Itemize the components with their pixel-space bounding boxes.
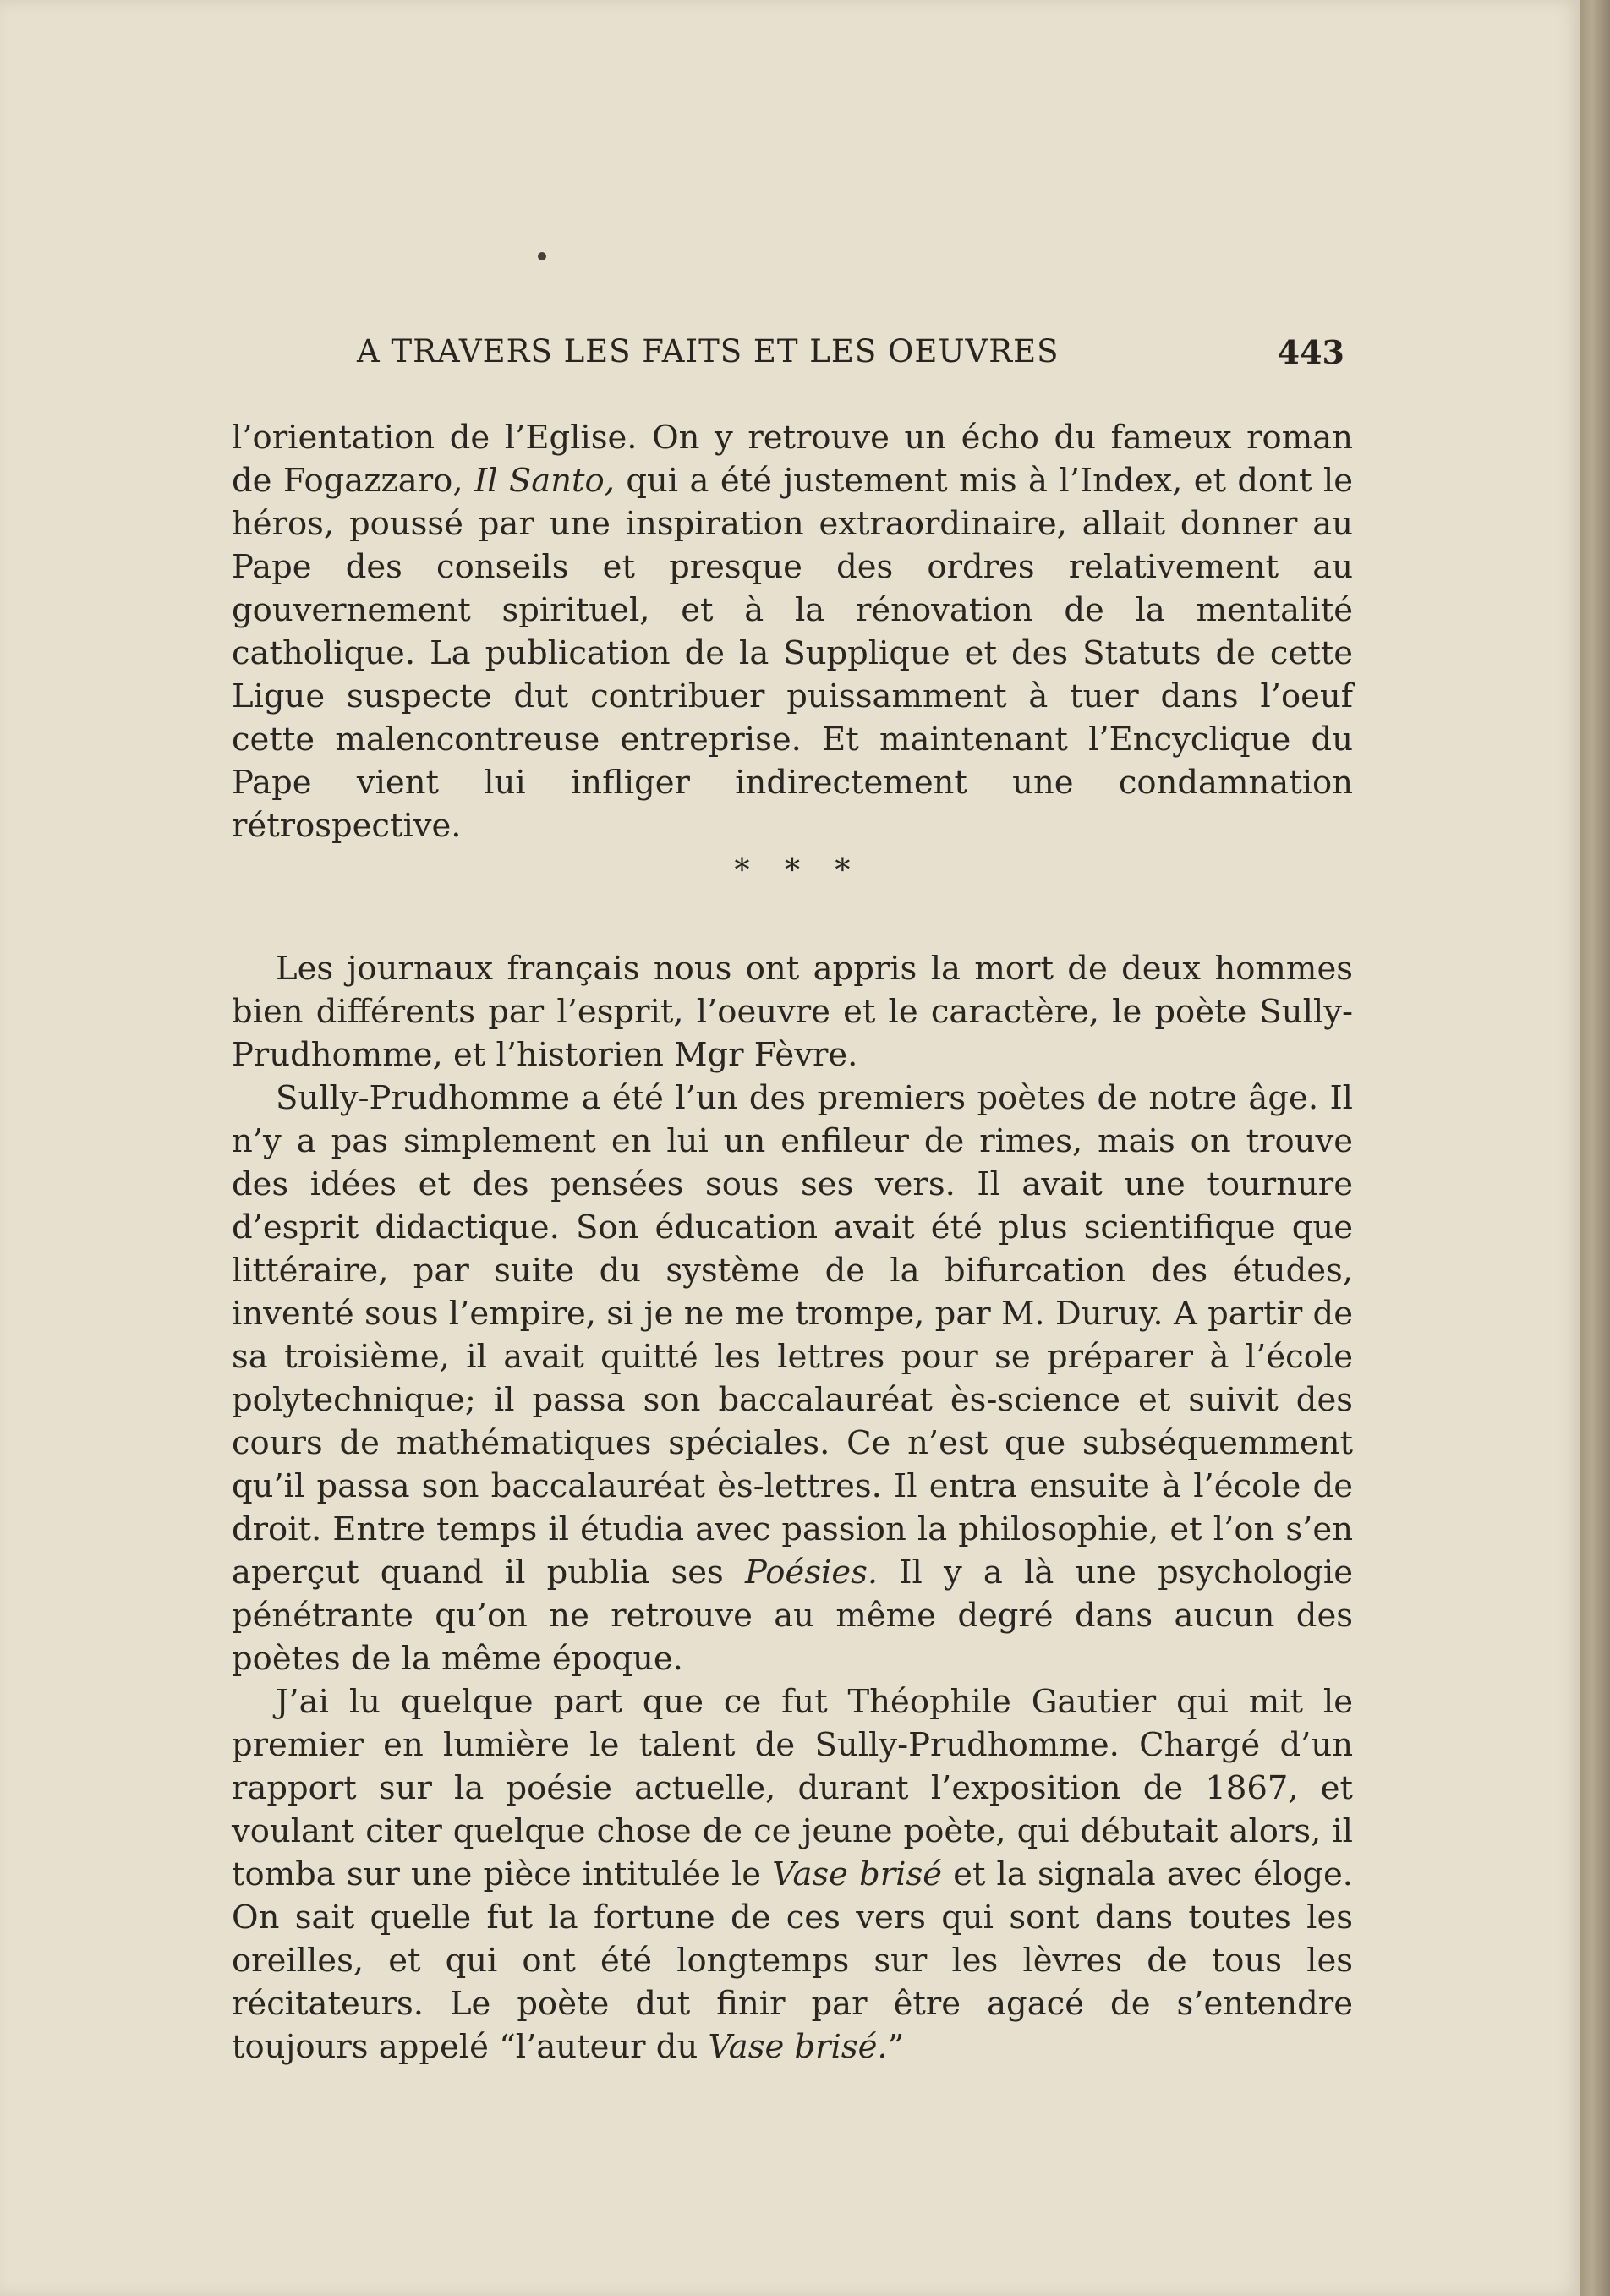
section-separator: * * * [734, 853, 851, 888]
italic-title: Il Santo, [474, 462, 615, 500]
text-segment: ” [887, 2028, 905, 2066]
page-body [232, 416, 1353, 2069]
page-number: 443 [1277, 333, 1344, 371]
text-segment: Il y a là une psychologie pénétrante qu’on ne retrouve au même degré dans aucun des poètes de la même époque. [232, 1553, 1353, 1678]
text-segment: Sully-Prudhomme a été l’un des premiers poètes de notre âge. Il n’y a pas simplement en lui un enfileur de rimes, mais on trouve des idées et des pensées sous ses vers. Il avait une tournure d’esprit didactique. Son éducation avait été plus scientifique que littéraire, par suite du système de la bifurcation des études, inventé sous l’empire, si je ne me trompe, par M. Duruy. A partir de sa troisième, il avait quitté les lettres pour se préparer à l’école polytechnique; il passa son baccalauréat ès-science et suivit des cours de mathématiques spéciales. Ce n’est que subséquemment qu’il passa son baccalauréat ès-lettres. Il entra ensuite à l’école de droit. Entre temps il étudia avec passion la philosophie, et l’on s’en aperçut quand il publia ses [232, 1079, 1353, 1592]
text-segment: qui a été justement mis à l’Index, et dont le héros, poussé par une inspiration extraordinaire, allait donner au Pape des conseils et presque des ordres relativement au gouvernement spirituel, et à la rénovation de la mentalité catholique. La publication de la Supplique et des Statuts de cette Ligue suspecte dut contribuer puissamment à tuer dans l’oeuf cette malencontreuse entreprise. Et maintenant l’Encyclique du Pape vient lui infliger indirectement une condamnation rétrospective. [232, 462, 1353, 845]
italic-title: Poésies. [744, 1553, 879, 1592]
paragraph-1 [232, 416, 1353, 847]
paragraph-2 [232, 947, 1353, 1077]
text-segment: Les journaux français nous ont appris la mort de deux hommes bien différents par l’esprit, l’oeuvre et le caractère, le poète Sully-Prudhomme, et l’historien Mgr Fèvre. [232, 950, 1353, 1074]
page-edge [1580, 0, 1610, 2296]
italic-title: Vase brisé [772, 1855, 943, 1893]
paragraph-4 [232, 1680, 1353, 2069]
text-segment: et la signala avec éloge. On sait quelle fut la fortune de ces vers qui sont dans toutes les oreilles, et qui ont été longtemps sur les lèvres de tous les récitateurs. Le poète dut finir par être agacé de s’entendre toujours appelé “l’auteur du [232, 1855, 1353, 2066]
ink-speck [538, 252, 546, 260]
paragraph-3 [232, 1077, 1353, 1680]
text-segment: J’ai lu quelque part que ce fut Théophile Gautier qui mit le premier en lumière le talent de Sully-Prudhomme. Chargé d’un rapport sur la poésie actuelle, durant l’exposition de 1867, et voulant citer quelque chose de ce jeune poète, qui débutait alors, il tomba sur une pièce intitulée le [232, 1683, 1353, 1893]
running-title: A TRAVERS LES FAITS ET LES OEUVRES [357, 333, 1060, 370]
page-header [357, 333, 1344, 381]
text-segment: l’orientation de l’Eglise. On y retrouve un écho du fameux roman de Fogazzaro, [232, 419, 1353, 500]
italic-title: Vase brisé. [708, 2028, 888, 2066]
